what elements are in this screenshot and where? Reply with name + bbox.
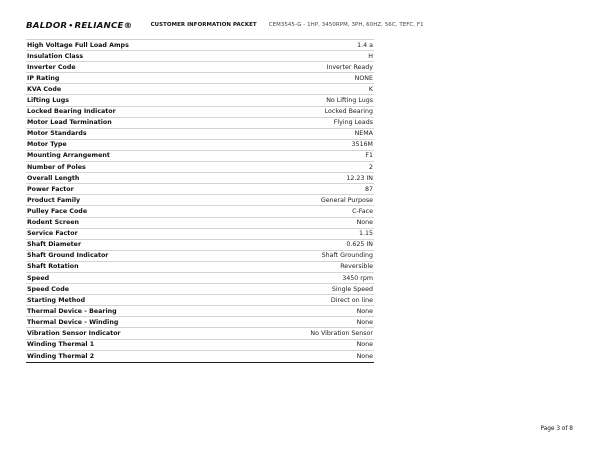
spec-label: Shaft Ground Indicator bbox=[27, 252, 109, 260]
spec-label: Product Family bbox=[27, 196, 81, 204]
spec-value: 87 bbox=[364, 185, 373, 193]
spec-row bbox=[26, 95, 374, 106]
spec-label: Thermal Device - Bearing bbox=[27, 307, 117, 315]
spec-label: Power Factor bbox=[27, 185, 74, 193]
spec-value: 1.4 a bbox=[357, 41, 373, 49]
page-header bbox=[26, 19, 424, 31]
spec-value: No Vibration Sensor bbox=[310, 329, 373, 337]
spec-label: Locked Bearing Indicator bbox=[27, 108, 116, 116]
spec-label: Insulation Class bbox=[27, 52, 84, 60]
spec-value: 3516M bbox=[351, 141, 373, 149]
spec-row bbox=[26, 206, 374, 217]
spec-label: Thermal Device - Winding bbox=[27, 318, 119, 326]
spec-label: Winding Thermal 1 bbox=[27, 341, 95, 349]
spec-label: Lifting Lugs bbox=[27, 97, 70, 105]
spec-value: None bbox=[356, 307, 373, 315]
spec-row bbox=[26, 140, 374, 151]
spec-row bbox=[26, 306, 374, 317]
packet-title: CUSTOMER INFORMATION PACKET bbox=[150, 22, 257, 28]
spec-value: Inverter Ready bbox=[326, 63, 373, 71]
spec-row bbox=[26, 340, 374, 351]
spec-value: 0.625 IN bbox=[346, 241, 373, 249]
spec-value: Locked Bearing bbox=[324, 108, 373, 116]
brand-mark: ® bbox=[123, 20, 133, 30]
spec-value: NONE bbox=[354, 74, 373, 82]
brand-separator: • bbox=[68, 21, 74, 30]
spec-label: Service Factor bbox=[27, 230, 78, 238]
spec-label: Mounting Arrangement bbox=[27, 152, 110, 160]
spec-value: Reversible bbox=[340, 263, 373, 271]
brand-logo bbox=[26, 21, 133, 30]
spec-value: C-Face bbox=[352, 207, 373, 215]
spec-value: H bbox=[368, 52, 373, 60]
spec-label: Vibration Sensor Indicator bbox=[27, 329, 121, 337]
spec-row bbox=[26, 151, 374, 162]
spec-value: F1 bbox=[365, 152, 373, 160]
spec-row bbox=[26, 107, 374, 118]
spec-label: Shaft Rotation bbox=[27, 263, 79, 271]
spec-value: None bbox=[356, 352, 373, 360]
spec-row bbox=[26, 118, 374, 129]
spec-row bbox=[26, 62, 374, 73]
page-number: Page 3 of 8 bbox=[540, 426, 573, 432]
spec-value: No Lifting Lugs bbox=[326, 97, 373, 105]
spec-value: K bbox=[368, 85, 373, 93]
spec-row bbox=[26, 317, 374, 328]
spec-row bbox=[26, 284, 374, 295]
spec-value: 12.23 IN bbox=[346, 174, 373, 182]
spec-label: Inverter Code bbox=[27, 63, 76, 71]
spec-row bbox=[26, 40, 374, 51]
catalog-description: CEM3545-G - 1HP, 3450RPM, 3PH, 60HZ, 56C, TEFC, F1 bbox=[268, 22, 424, 28]
spec-label: Motor Lead Termination bbox=[27, 119, 112, 127]
spec-row bbox=[26, 229, 374, 240]
spec-row bbox=[26, 84, 374, 95]
spec-row bbox=[26, 195, 374, 206]
spec-row bbox=[26, 184, 374, 195]
spec-row bbox=[26, 218, 374, 229]
spec-row bbox=[26, 251, 374, 262]
spec-value: 3450 rpm bbox=[342, 274, 373, 282]
spec-row bbox=[26, 173, 374, 184]
spec-label: KVA Code bbox=[27, 85, 62, 93]
spec-label: Shaft Diameter bbox=[27, 241, 82, 249]
spec-label: Starting Method bbox=[27, 296, 86, 304]
spec-label: Rodent Screen bbox=[27, 219, 80, 227]
spec-row bbox=[26, 162, 374, 173]
brand-name: BALDOR bbox=[26, 20, 68, 30]
spec-value: Single Speed bbox=[331, 285, 373, 293]
spec-value: General Purpose bbox=[320, 196, 373, 204]
spec-label: Motor Type bbox=[27, 141, 67, 149]
spec-label: High Voltage Full Load Amps bbox=[27, 41, 129, 49]
spec-label: Winding Thermal 2 bbox=[27, 352, 95, 360]
spec-value: 1.15 bbox=[358, 230, 373, 238]
spec-row bbox=[26, 273, 374, 284]
spec-value: None bbox=[356, 219, 373, 227]
spec-row bbox=[26, 351, 374, 362]
spec-row bbox=[26, 262, 374, 273]
spec-label: Overall Length bbox=[27, 174, 80, 182]
spec-table bbox=[26, 39, 374, 363]
brand-subname: RELIANCE bbox=[74, 20, 124, 30]
spec-value: Shaft Grounding bbox=[321, 252, 373, 260]
spec-label: Speed Code bbox=[27, 285, 70, 293]
spec-value: None bbox=[356, 341, 373, 349]
spec-value: None bbox=[356, 318, 373, 326]
spec-value: Flying Leads bbox=[333, 119, 373, 127]
spec-row bbox=[26, 51, 374, 62]
spec-value: Direct on line bbox=[330, 296, 373, 304]
spec-row bbox=[26, 295, 374, 306]
spec-label: Pulley Face Code bbox=[27, 207, 88, 215]
spec-label: Motor Standards bbox=[27, 130, 87, 138]
spec-label: Number of Poles bbox=[27, 163, 86, 171]
spec-label: Speed bbox=[27, 274, 50, 282]
spec-row bbox=[26, 129, 374, 140]
spec-value: NEMA bbox=[354, 130, 373, 138]
spec-row bbox=[26, 328, 374, 339]
spec-value: 2 bbox=[368, 163, 373, 171]
spec-row bbox=[26, 240, 374, 251]
spec-label: IP Rating bbox=[27, 74, 60, 82]
spec-row bbox=[26, 73, 374, 84]
